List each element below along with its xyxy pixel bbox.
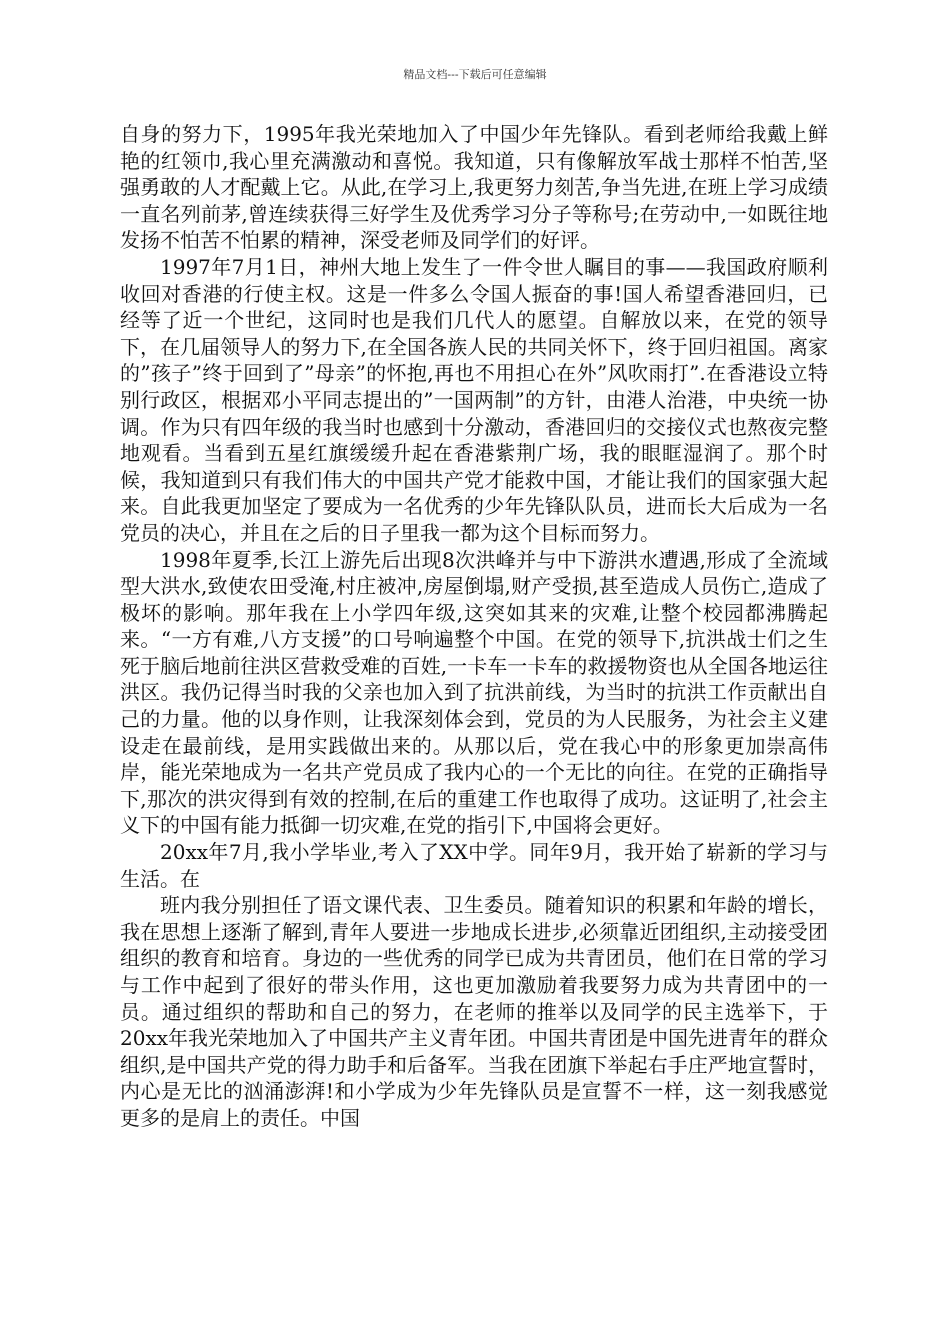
document-body bbox=[120, 121, 828, 1132]
paragraph-3: 1998年夏季,长江上游先后出现8次洪峰并与中下游洪水遭遇,形成了全流域型大洪水,致使农田受淹,村庄被冲,房屋倒塌,财产受损,甚至造成人员伤亡,造成了极坏的影响。那年我在上小学四年级,这突如其来的灾难,让整个校园都沸腾起来。“一方有难,八方支援”的口号响遍整个中国。在党的领导下,抗洪战士们之生死于脑后地前往洪区营救受难的百姓,一卡车一卡车的救援物资也从全国各地运往洪区。我仍记得当时我的父亲也加入到了抗洪前线，为当时的抗洪工作贡献出自己的力量。他的以身作则，让我深刻体会到，党员的为人民服务，为社会主义建设走在最前线，是用实践做出来的。从那以后，党在我心中的形象更加崇高伟岸，能光荣地成为一名共产党员成了我内心的一个无比的向往。在党的正确指导下,那次的洪灾得到有效的控制,在后的重建工作也取得了成功。这证明了,社会主义下的中国有能力抵御一切灾难,在党的指引下,中国将会更好。 bbox=[120, 547, 828, 838]
paragraph-1: 自身的努力下，1995年我光荣地加入了中国少年先锋队。看到老师给我戴上鲜艳的红领巾,我心里充满激动和喜悦。我知道，只有像解放军战士那样不怕苦,坚强勇敢的人才配戴上它。从此,在学习上,我更努力刻苦,争当先进,在班上学习成绩一直名列前茅,曾连续获得三好学生及优秀学习分子等称号;在劳动中,一如既往地发扬不怕苦不怕累的精神，深受老师及同学们的好评。 bbox=[120, 122, 828, 253]
paragraph-4: 20xx年7月,我小学毕业,考入了XX中学。同年9月，我开始了崭新的学习与生活。在 bbox=[120, 840, 828, 891]
page-header: 精品文档---下载后可任意编辑 bbox=[403, 68, 547, 81]
paragraph-5: 班内我分别担任了语文课代表、卫生委员。随着知识的积累和年龄的增长，我在思想上逐渐了解到,青年人要进一步地成长进步,必须靠近团组织,主动接受团组织的教育和培育。身边的一些优秀的同学已成为共青团员，他们在日常的学习与工作中起到了很好的带头作用，这也更加激励着我要努力成为共青团中的一员。通过组织的帮助和自己的努力，在老师的推举以及同学的民主选举下，于20xx年我光荣地加入了中国共产主义青年团。中国共青团是中国先进青年的群众组织,是中国共产党的得力助手和后备军。当我在团旗下举起右手庄严地宣誓时，内心是无比的汹涌澎湃!和小学成为少年先锋队员是宣誓不一样，这一刻我感觉更多的是肩上的责任。中国 bbox=[120, 893, 829, 1130]
paragraph-2: 1997年7月1日，神州大地上发生了一件令世人瞩目的事——我国政府顺利收回对香港的行使主权。这是一件多么令国人振奋的事!国人希望香港回归，已经等了近一个世纪，这同时也是我们几代人的愿望。自解放以来，在党的领导下，在几届领导人的努力下,在全国各族人民的共同关怀下，终于回归祖国。离家的”孩子”终于回到了”母亲”的怀抱,再也不用担心在外”风吹雨打”.在香港设立特别行政区，根据邓小平同志提出的”一国两制”的方针，由港人治港，中央统一协调。作为只有四年级的我当时也感到十分激动，香港回归的交接仪式也熬夜完整地观看。当看到五星红旗缓缓升起在香港紫荆广场，我的眼眶湿润了。那个时候，我知道到只有我们伟大的中国共产党才能救中国，才能让我们的国家强大起来。自此我更加坚定了要成为一名优秀的少年先锋队队员，进而长大后成为一名党员的决心，并且在之后的日子里我一都为这个目标而努力。 bbox=[120, 254, 828, 545]
